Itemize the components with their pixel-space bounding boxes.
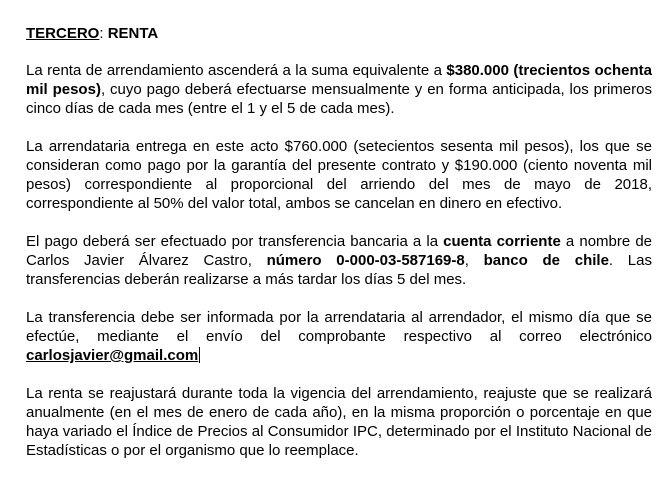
paragraph-text: ,	[464, 252, 484, 269]
paragraph-guarantee: La arrendataria entrega en este acto $760.000 (setecientos sesenta mil pesos), los que se consideran como pago por la garantía del presente contrato y $190.000 (ciento noventa mil pesos) correspondiente al proporcional del arriendo del mes de mayo de 2018, correspondiente al 50% del valor total, ambos se cancelan en dinero en efectivo.	[26, 138, 652, 212]
paragraph-text: , cuyo pago deberá efectuarse mensualmente y en forma anticipada, los primeros cinco días de cada mes (entre el 1 y el 5 de cada mes).	[26, 81, 652, 117]
clause-number: TERCERO	[26, 25, 100, 42]
email-link[interactable]: carlosjavier@gmail.com	[26, 347, 199, 364]
account-number: número 0-000-03-587169-8	[266, 252, 465, 269]
document-body[interactable]	[26, 24, 652, 479]
paragraph-text: La transferencia debe ser informada por la arrendataria al arrendador, el mismo día que se efectúe, mediante el envío del comprobante respectivo al correo electrónico	[26, 309, 652, 345]
paragraph-text: . Las transferencias deberán realizarse a más tardar los días 5 del mes.	[26, 252, 652, 288]
rent-amount: $380.000 (trecientos ochenta mil pesos)	[26, 62, 653, 98]
paragraph-notification	[26, 308, 652, 365]
clause-colon: :	[99, 25, 104, 42]
paragraph-payment-method	[26, 232, 652, 289]
paragraph-text: La renta de arrendamiento ascenderá a la suma equivalente a	[26, 62, 447, 79]
paragraph-text: a nombre de Carlos Javier Álvarez Castro,	[26, 233, 652, 269]
paragraph-adjustment: La renta se reajustará durante toda la vigencia del arrendamiento, reajuste que se realizará anualmente (en el mes de enero de cada año), en la misma proporción o porcentaje en que haya variado el Índice de Precios al Consumidor IPC, determinado por el Instituto Nacional de Estadísticas o por el organismo que lo reemplace.	[26, 385, 652, 459]
clause-heading	[26, 24, 652, 43]
bank-name: banco de chile	[483, 252, 609, 269]
clause-title: RENTA	[107, 25, 159, 42]
account-type: cuenta corriente	[443, 233, 561, 250]
paragraph-text: El pago deberá ser efectuado por transferencia bancaria a la	[26, 233, 444, 250]
paragraph-rent-amount	[26, 61, 652, 118]
text-cursor	[199, 347, 200, 363]
